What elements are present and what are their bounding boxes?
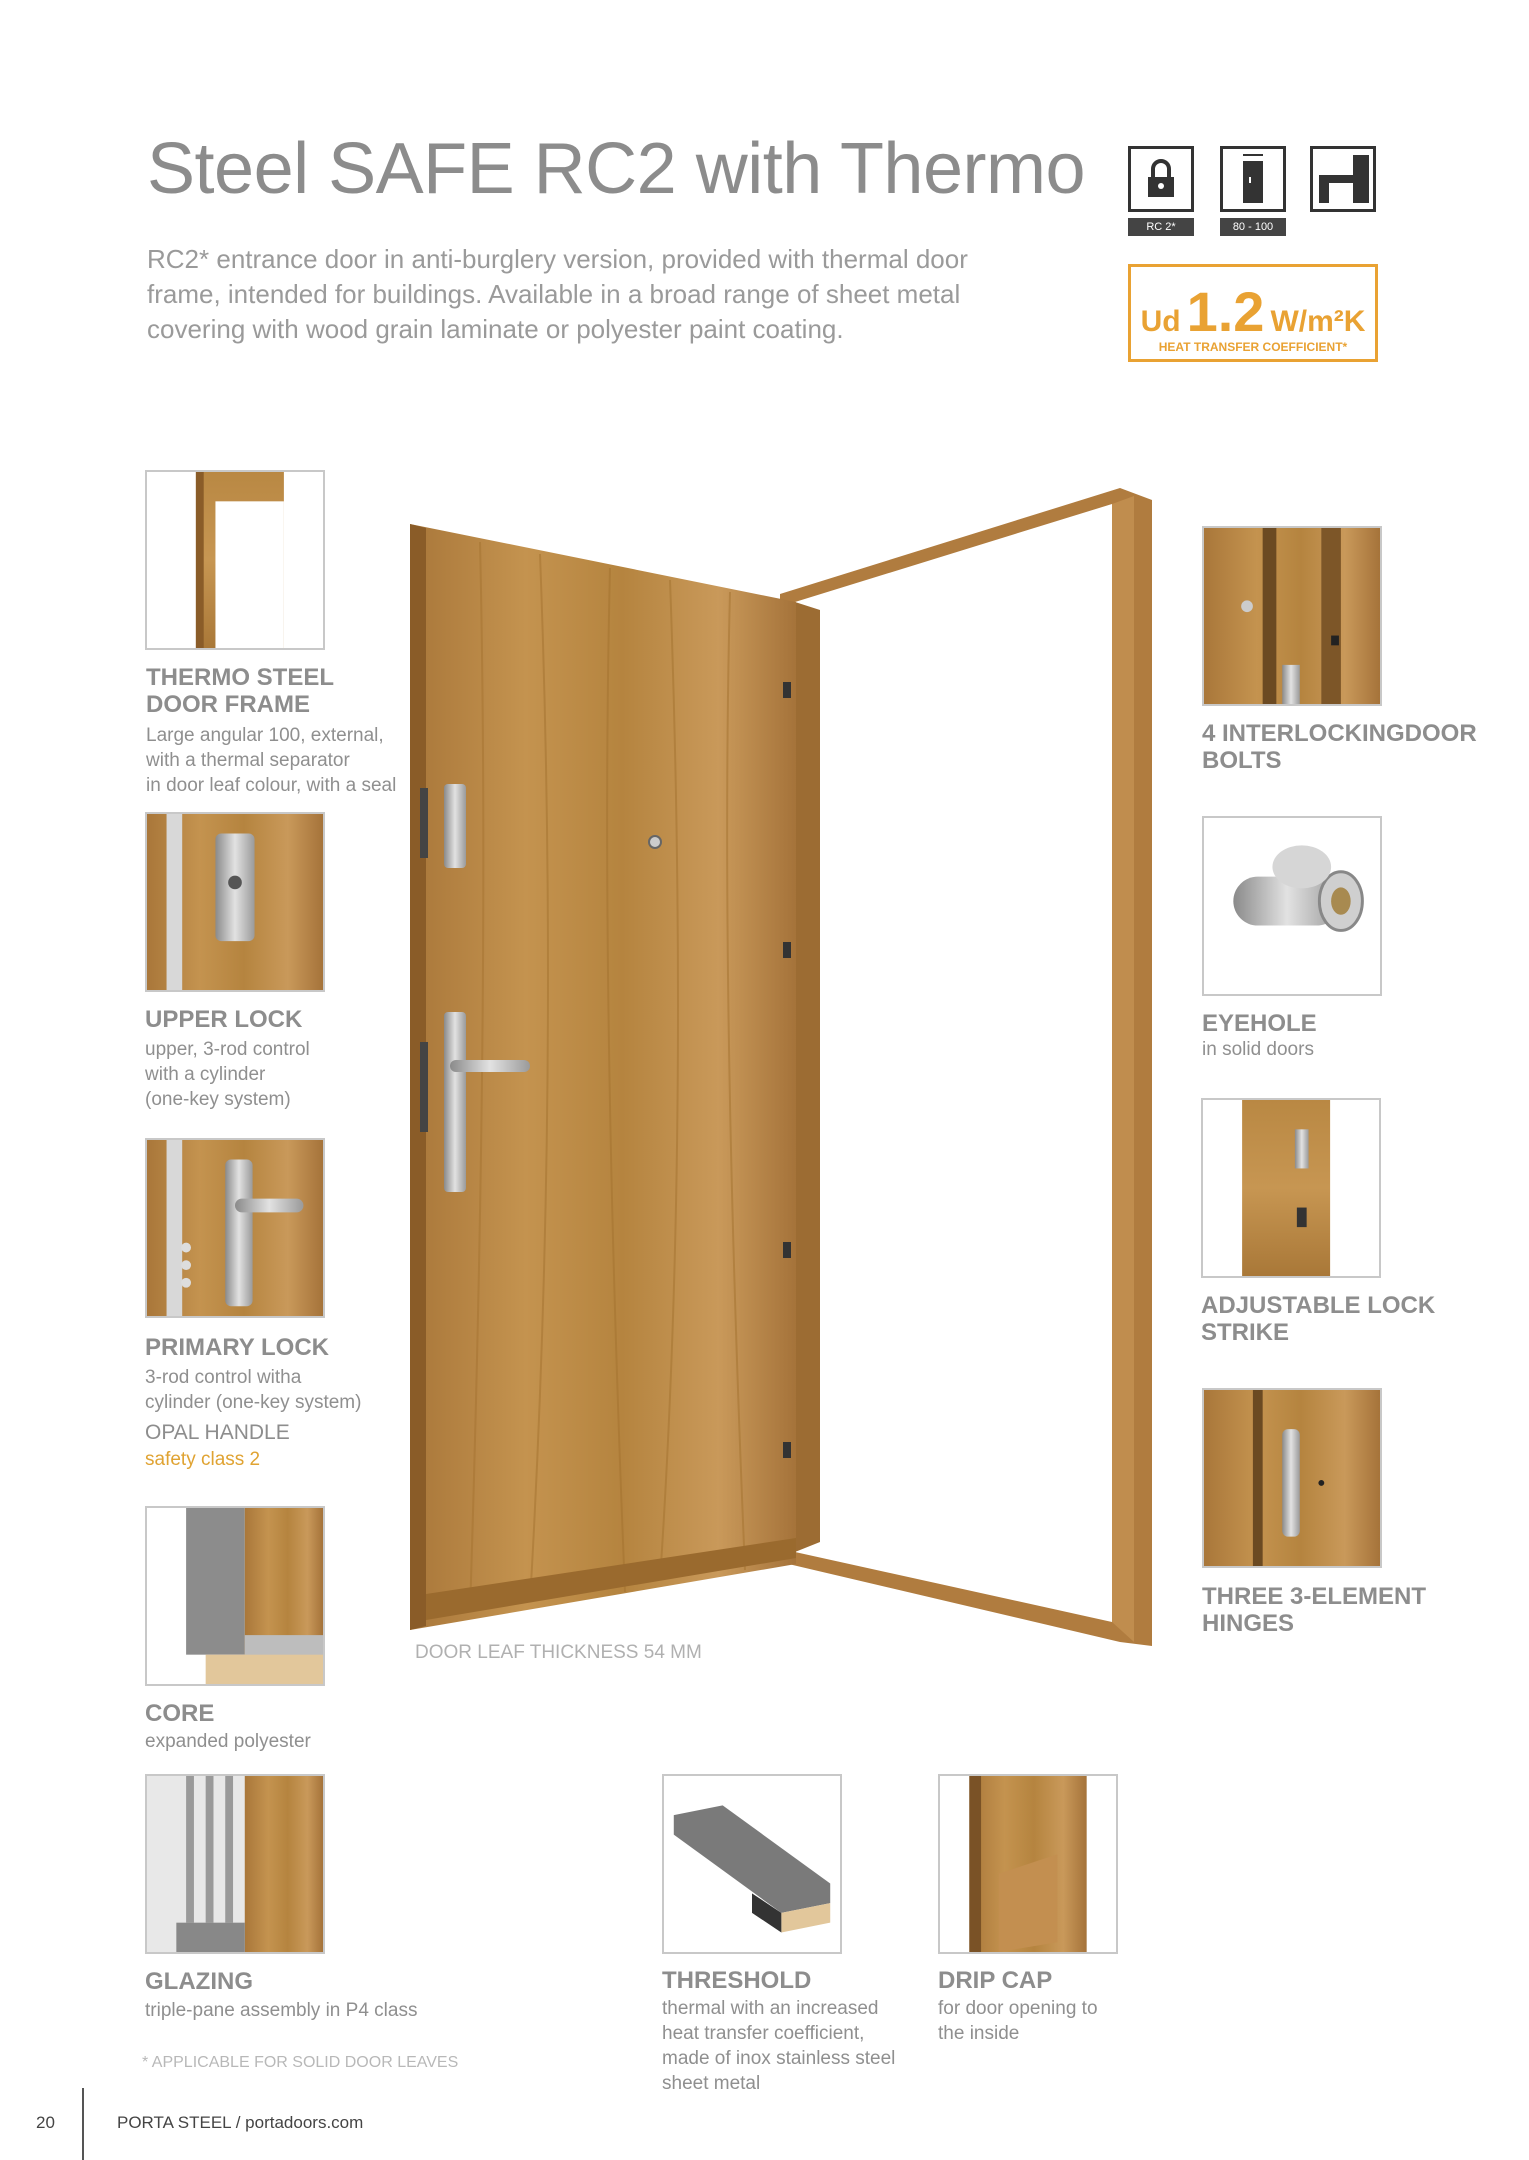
thumb-glazing xyxy=(145,1774,325,1954)
footer-text: PORTA STEEL / portadoors.com xyxy=(117,2113,364,2132)
feature-desc-eyehole: in solid doors xyxy=(1202,1039,1314,1060)
padlock-icon xyxy=(1128,146,1194,212)
feature-heading-thermo-frame: THERMO STEEL DOOR FRAME xyxy=(146,664,335,718)
feature-heading-glazing: GLAZING xyxy=(145,1968,253,1995)
footnote: * APPLICABLE FOR SOLID DOOR LEAVES xyxy=(142,2054,459,2071)
feature-heading-threshold: THRESHOLD xyxy=(662,1967,812,1994)
frame-width-icon xyxy=(1220,146,1286,212)
icon-frame xyxy=(1220,146,1286,236)
feature-heading-drip-cap: DRIP CAP xyxy=(938,1967,1053,1994)
feature-desc-primary-lock: 3-rod control witha cylinder (one-key system) xyxy=(145,1367,362,1413)
thumb-lock-strike xyxy=(1201,1098,1381,1278)
feature-heading-eyehole: EYEHOLE xyxy=(1202,1010,1317,1037)
thermal-coefficient-badge xyxy=(1128,264,1378,362)
feature-desc-core: expanded polyester xyxy=(145,1731,311,1752)
page-number: 20 xyxy=(36,2113,55,2132)
door-thickness-caption: DOOR LEAF THICKNESS 54 MM xyxy=(415,1642,702,1663)
thumb-upper-lock xyxy=(145,812,325,992)
feature-desc-glazing: triple-pane assembly in P4 class xyxy=(145,2000,418,2021)
page-title: Steel SAFE RC2 with Thermo xyxy=(147,129,1086,209)
thumb-threshold xyxy=(662,1774,842,1954)
threshold-profile-icon xyxy=(1310,146,1376,212)
feature-heading-core: CORE xyxy=(145,1700,215,1727)
feature-heading-hinges: THREE 3-ELEMENT HINGES xyxy=(1202,1583,1427,1637)
thumb-drip-cap xyxy=(938,1774,1118,1954)
ud-value: 1.2 xyxy=(1186,280,1265,343)
feature-heading-lock-strike: ADJUSTABLE LOCK STRIKE xyxy=(1201,1292,1436,1346)
thumb-hinges xyxy=(1202,1388,1382,1568)
feature-desc-thermo-frame: Large angular 100, external, with a thermal separator in door leaf colour, with a seal xyxy=(146,725,397,796)
ud-unit: W/m²K xyxy=(1270,305,1366,338)
thumb-primary-lock xyxy=(145,1138,325,1318)
feature-heading-primary-lock: PRIMARY LOCK xyxy=(145,1334,330,1361)
icon-tag-frame: 80 - 100 xyxy=(1220,218,1286,236)
thumb-door-bolts xyxy=(1202,526,1382,706)
feature-heading-upper-lock: UPPER LOCK xyxy=(145,1006,303,1033)
intro-text: RC2* entrance door in anti-burglery version, provided with thermal door frame, intended for buildings. Available in a broad range of sheet metal covering with wood grain laminate or polyester paint coating. xyxy=(147,244,968,344)
ud-caption: HEAT TRANSFER COEFFICIENT* xyxy=(1158,340,1348,354)
icon-threshold xyxy=(1310,146,1376,212)
icon-tag-rc2: RC 2* xyxy=(1128,218,1194,236)
thumb-thermo-frame xyxy=(145,470,325,650)
feature-desc-drip-cap: for door opening to the inside xyxy=(938,1998,1098,2044)
thumb-core xyxy=(145,1506,325,1686)
ud-prefix: Ud xyxy=(1140,305,1181,338)
feature-accent-safety-class: safety class 2 xyxy=(145,1449,261,1470)
feature-extra-opal-handle: OPAL HANDLE xyxy=(145,1421,290,1444)
icon-rc2 xyxy=(1128,146,1194,236)
thumb-eyehole xyxy=(1202,816,1382,996)
feature-heading-door-bolts: 4 INTERLOCKINGDOOR BOLTS xyxy=(1202,720,1477,774)
footer-divider xyxy=(82,2088,84,2160)
feature-desc-upper-lock: upper, 3-rod control with a cylinder (one-key system) xyxy=(145,1039,310,1110)
door-illustration xyxy=(400,482,1180,1652)
feature-desc-threshold: thermal with an increased heat transfer coefficient, made of inox stainless steel sheet metal xyxy=(662,1998,896,2094)
